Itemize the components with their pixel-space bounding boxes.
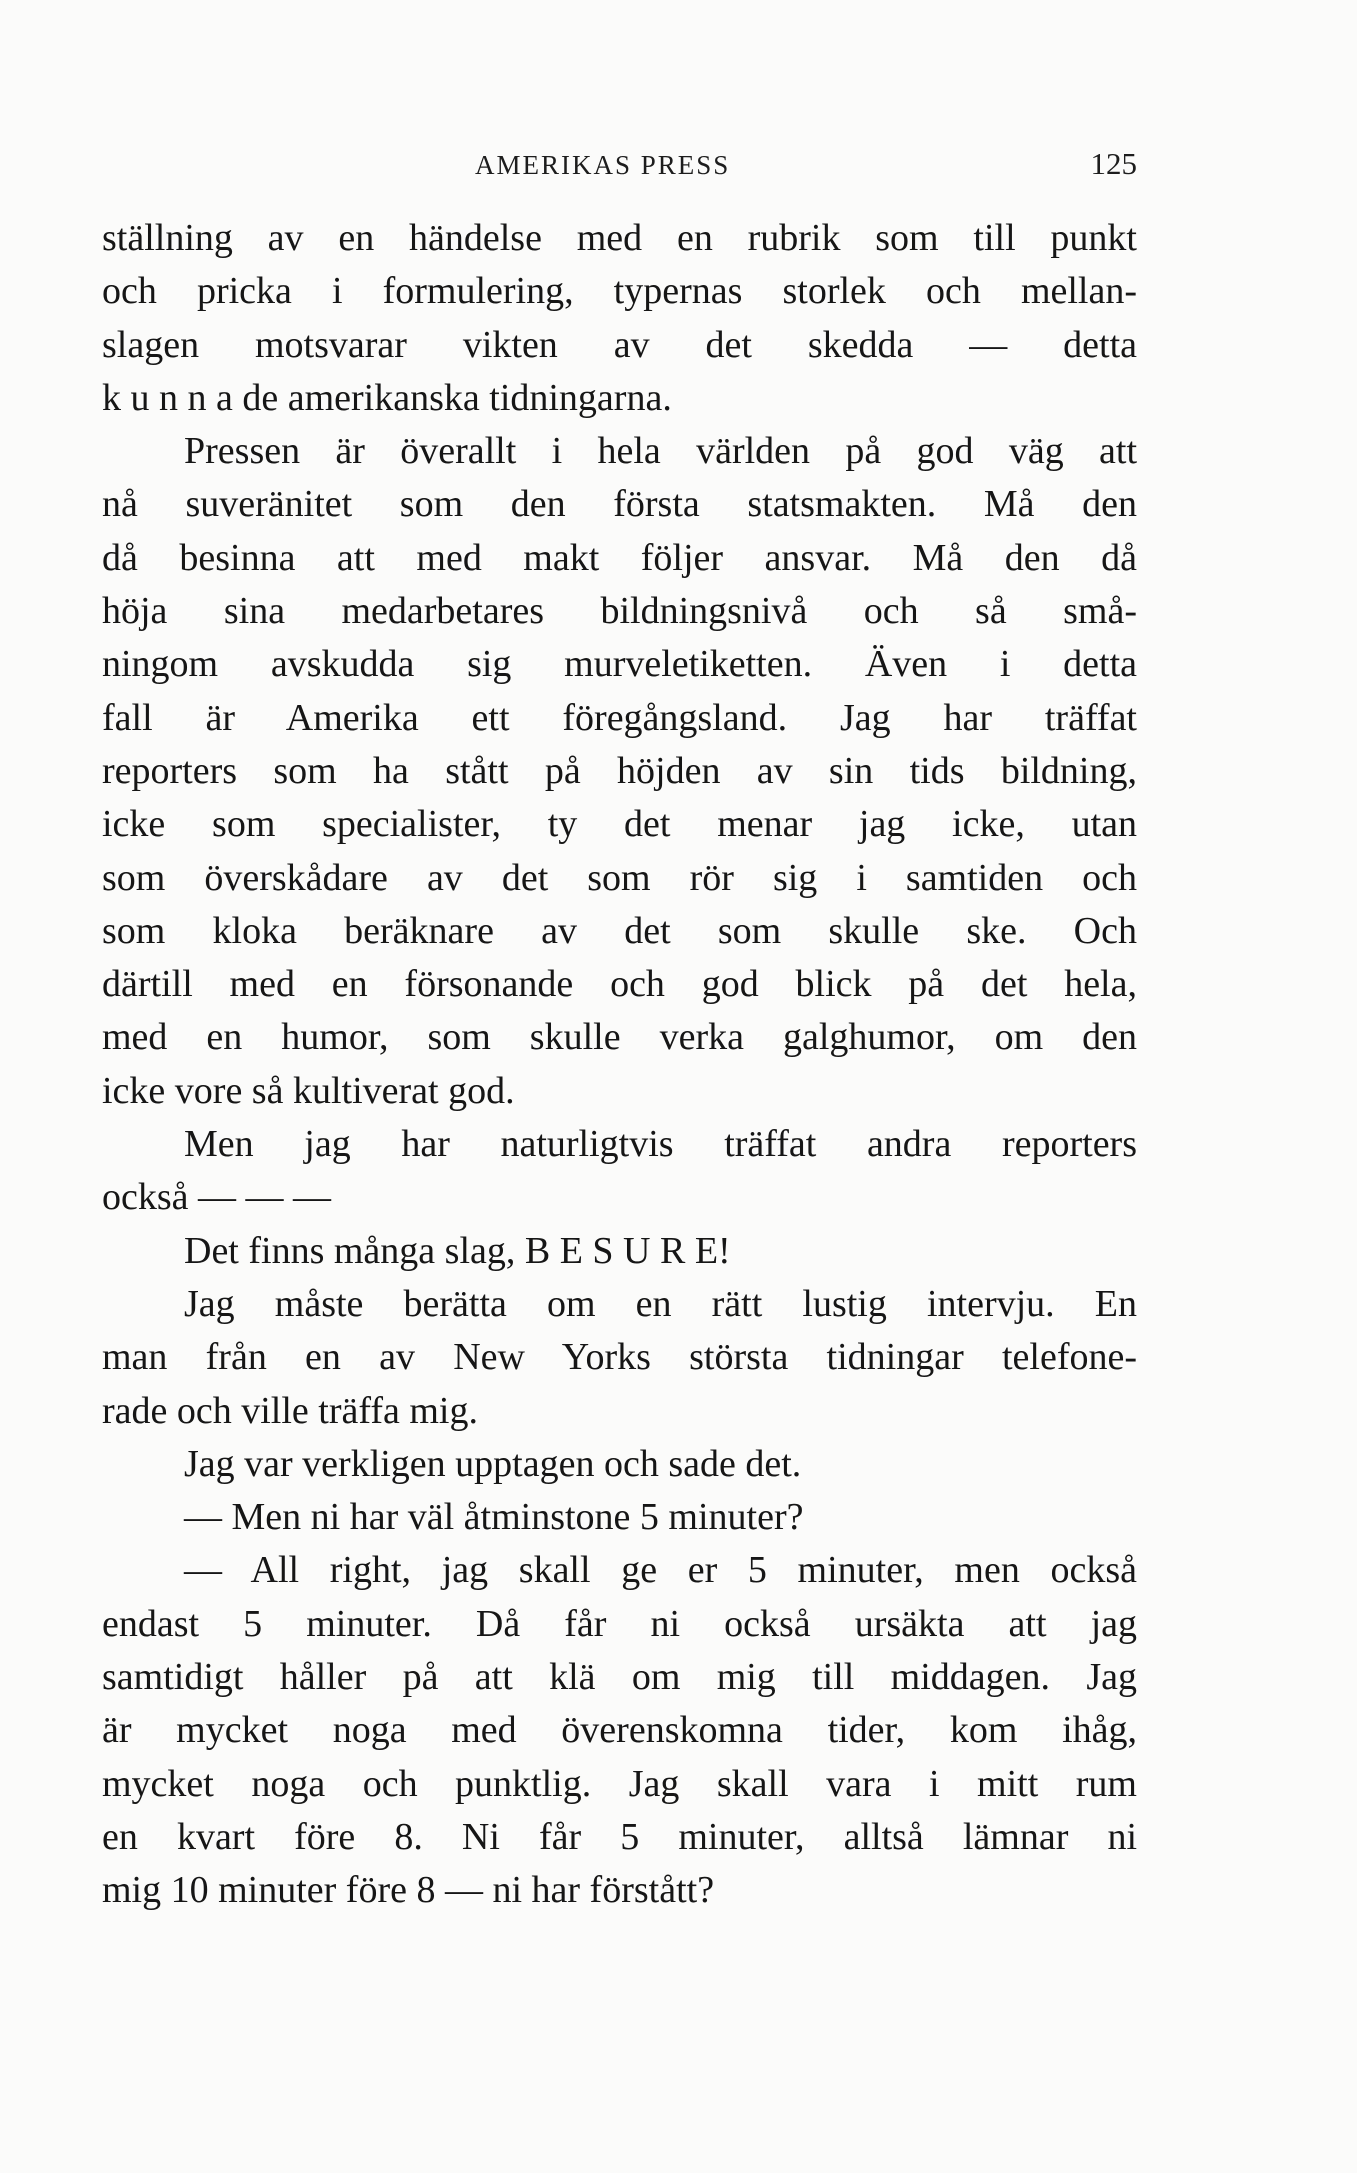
text-line: Det finns många slag, B E S U R E! [184,1229,731,1272]
text-line: Jag måste berätta om en rätt lustig intervju. En [184,1282,1137,1325]
body-text [102,212,1137,1918]
text-line: icke vore så kultiverat god. [102,1069,515,1112]
text-line: mycket noga och punktlig. Jag skall vara i mitt rum [102,1762,1137,1805]
text-line: mig 10 minuter före 8 — ni har förstått? [102,1869,715,1912]
text-line: Jag var verkligen upptagen och sade det. [184,1442,802,1485]
text-line: som överskådare av det som rör sig i samtiden och [102,856,1137,899]
text-line: — All right, jag skall ge er 5 minuter, men också [184,1549,1137,1592]
page-header [102,146,1137,190]
text-line: ningom avskudda sig murveletiketten. Även i detta [102,643,1137,686]
text-line: är mycket noga med överenskomna tider, kom ihåg, [102,1709,1137,1752]
text-line: samtidigt håller på att klä om mig till middagen. Jag [102,1656,1137,1699]
running-title: AMERIKAS PRESS [475,150,731,180]
text-line: rade och ville träffa mig. [102,1389,478,1432]
page-number: 125 [1090,146,1137,181]
text-line: höja sina medarbetares bildningsnivå och så små- [102,590,1137,633]
text-line: icke som specialister, ty det menar jag icke, utan [102,803,1137,846]
text-line: reporters som ha stått på höjden av sin tids bildning, [102,749,1137,792]
text-line: — Men ni har väl åtminstone 5 minuter? [184,1496,804,1539]
text-line: med en humor, som skulle verka galghumor, om den [102,1016,1137,1059]
text-line: nå suveränitet som den första statsmakten. Må den [102,483,1137,526]
text-line: då besinna att med makt följer ansvar. Må den då [102,536,1137,579]
text-line: också — — — [102,1176,332,1219]
text-line: man från en av New Yorks största tidningar telefone- [102,1336,1137,1379]
text-line: fall är Amerika ett föregångsland. Jag har träffat [102,696,1137,739]
text-line: och pricka i formulering, typernas storlek och mellan- [102,270,1137,313]
text-line: en kvart före 8. Ni får 5 minuter, alltså lämnar ni [102,1815,1137,1858]
text-line: Pressen är överallt i hela världen på god väg att [184,430,1137,473]
text-line: k u n n a de amerikanska tidningarna. [102,376,672,419]
text-line: därtill med en försonande och god blick på det hela, [102,963,1137,1006]
text-line: som kloka beräknare av det som skulle ske. Och [102,909,1137,952]
text-line: endast 5 minuter. Då får ni också ursäkta att jag [102,1602,1137,1645]
text-line: slagen motsvarar vikten av det skedda — detta [102,323,1137,366]
text-line: ställning av en händelse med en rubrik som till punkt [102,217,1137,259]
text-line: Men jag har naturligtvis träffat andra reporters [184,1123,1137,1166]
